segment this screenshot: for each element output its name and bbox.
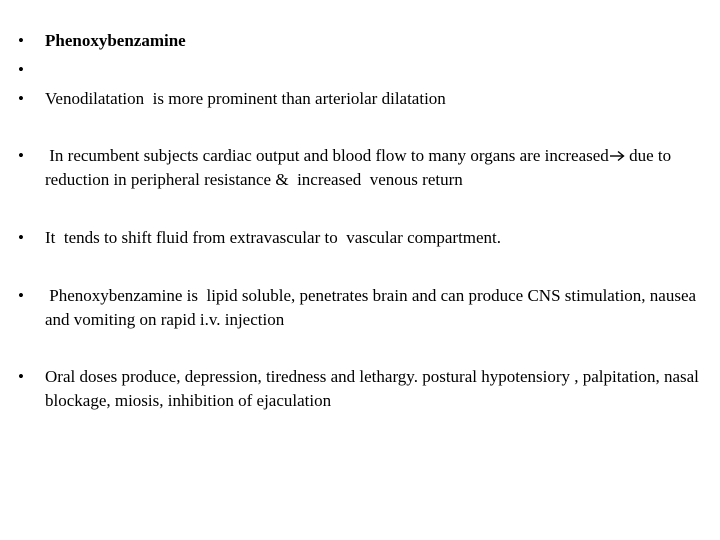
bullet-icon: • xyxy=(18,286,24,305)
bullet-icon: • xyxy=(18,228,24,247)
bullet-item-title xyxy=(18,29,708,53)
bullet-icon: • xyxy=(18,367,24,386)
bullet-item-fluid-shift xyxy=(18,226,708,250)
bullet-text: Phenoxybenzamine xyxy=(45,31,186,50)
bullet-item-cardiac-output xyxy=(18,144,708,192)
bullet-text: Oral doses produce, depression, tiredness and lethargy. postural hypotensiory , palpitation, nasal blockage, miosis, inhibition of ejaculation xyxy=(45,367,704,410)
bullet-icon: • xyxy=(18,89,24,108)
bullet-icon: • xyxy=(18,60,24,79)
bullet-item-venodilatation xyxy=(18,87,708,111)
bullet-text-part: In recumbent subjects cardiac output and blood flow to many organs are increased xyxy=(45,146,609,165)
bullet-item-lipid-soluble xyxy=(18,284,708,332)
right-arrow-icon xyxy=(609,144,625,168)
bullet-text: It tends to shift fluid from extravascular to vascular compartment. xyxy=(45,228,502,247)
bullet-icon: • xyxy=(18,146,24,165)
bullet-item-oral-doses xyxy=(18,365,708,413)
bullet-text: Phenoxybenzamine is lipid soluble, penetrates brain and can produce CNS stimulation, nausea and vomiting on rapid i.v. injection xyxy=(45,286,701,329)
bullet-text: Venodilatation is more prominent than arteriolar dilatation xyxy=(45,89,446,108)
bullet-text xyxy=(45,144,708,192)
bullet-icon: • xyxy=(18,31,24,50)
bullet-text-part: due to reduction in peripheral resistance & increased venous return xyxy=(45,146,676,189)
